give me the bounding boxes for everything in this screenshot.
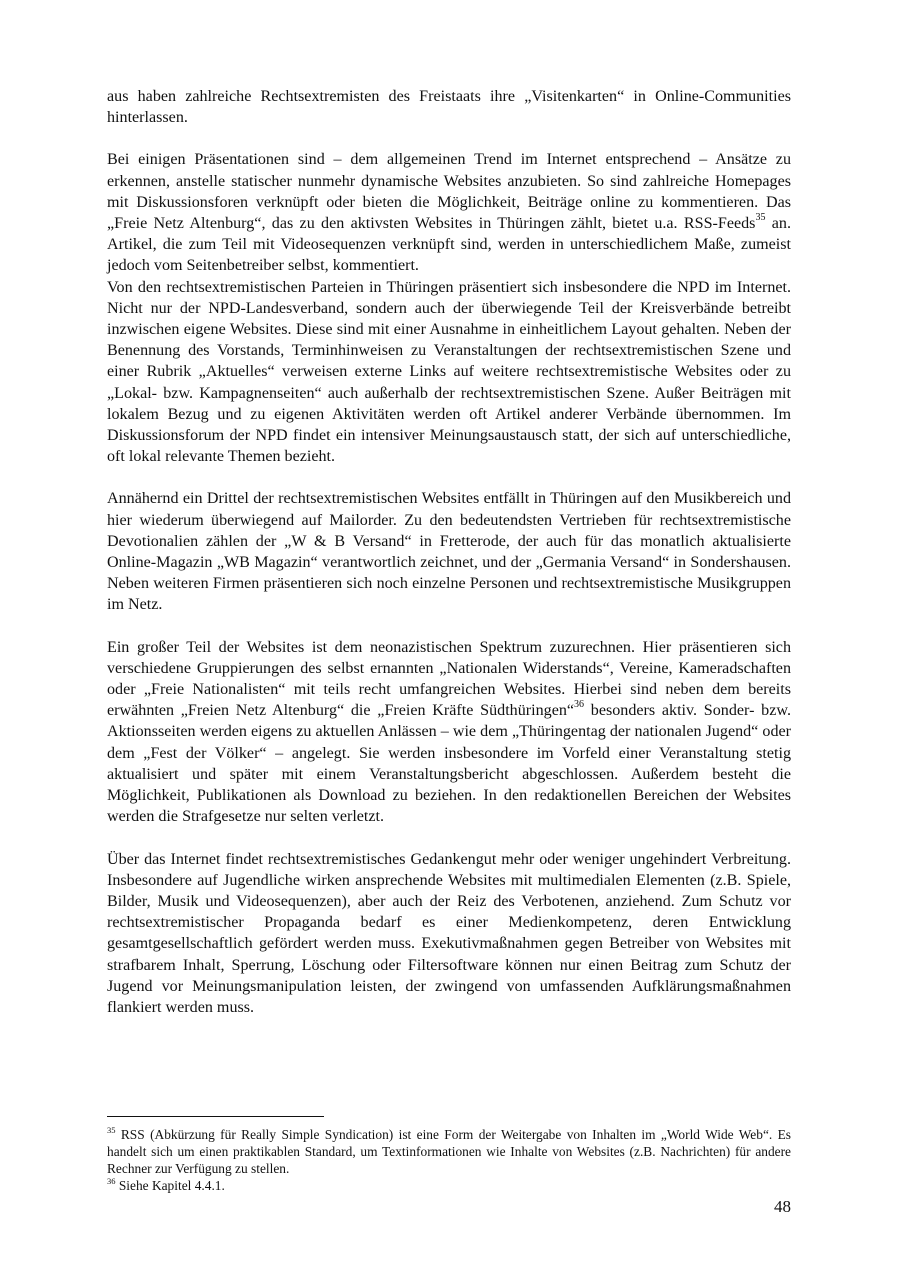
footnote-separator	[107, 1116, 324, 1117]
paragraph-intro-continuation: aus haben zahlreiche Rechtsextremisten des Freistaats ihre „Visitenkarten“ in Online-Communities hinterlassen.	[107, 88, 791, 127]
footnote-ref-36[interactable]: 36	[574, 698, 585, 710]
footnote-35: $^{35}$ RSS (Abkürzung für Really Simple Syndication) ist eine Form der Weitergabe von Inhalten im „World Wide Web“. Es handelt sich um einen praktikablen Standard, um Textinformationen wie Inhalte von Websites (z.B. Nachrichten) für andere Rechner zur Verfügung zu stellen.	[107, 1124, 791, 1176]
body-text	[107, 86, 791, 1039]
footnote-36: $^{36}$ Siehe Kapitel 4.4.1.	[107, 1175, 225, 1193]
page-number: 48	[774, 1197, 791, 1216]
paragraph-conclusion: Über das Internet findet rechtsextremistisches Gedankengut mehr oder weniger ungehindert Verbreitung. Insbesondere auf Jugendliche wirken ansprechende Websites mit multimedialen Elementen (z.B. Spiele, Bilder, Musik und Videosequenzen), aber auch der Reiz des Verbotenen, anziehend. Zum Schutz vor rechtsextremistischer Propaganda bedarf es einer Medienkompetenz, deren Entwicklung gesamtgesellschaftlich gefördert werden muss. Exekutivmaßnahmen gegen Betreiber von Websites mit strafbarem Inhalt, Sperrung, Löschung oder Filtersoftware können nur einen Beitrag zum Schutz der Jugend vor Meinungsmanipulation leisten, der zwingend von umfassenden Aufklärungsmaßnahmen flankiert werden muss.	[107, 850, 791, 1016]
paragraph-neonazi-spectrum: Ein großer Teil der Websites ist dem neonazistischen Spektrum zuzurechnen. Hier präsentieren sich verschiedene Gruppierungen des selbst ernannten „Nationalen Widerstands“, Vereine, Kameradschaften oder „Freie Nationalisten“ mit teils recht umfangreichen Websites. Hierbei sind neben dem bereits erwähnten „Freien Netz Altenburg“ die „Freien Kräfte Südthüringen“$^{36}$ besonders aktiv. Sonder- bzw. Aktionsseiten werden eigens zu aktuellen Anlässen – wie dem „Thüringentag der nationalen Jugend“ oder dem „Fest der Völker“ – angelegt. Sie werden insbesondere im Vorfeld einer Veranstaltung stetig aktualisiert und später mit einem Veranstaltungsbericht abgeschlossen. Außerdem besteht die Möglichkeit, Publikationen als Download zu beziehen. In den redaktionellen Bereichen der Websites werden die Strafgesetze nur selten verletzt.	[107, 638, 791, 826]
footnote-ref-35[interactable]: 35	[755, 211, 766, 223]
paragraph-npd-websites: Von den rechtsextremistischen Parteien in Thüringen präsentiert sich insbesondere die NPD im Internet. Nicht nur der NPD-Landesverband, sondern auch der überwiegende Teil der Kreisverbände betreibt inzwischen eigene Websites. Diese sind mit einer Ausnahme in einheitlichem Layout gehalten. Neben der Benennung des Vorstands, Terminhinweisen zu Veranstaltungen der rechtsextremistischen Szene und einer Rubrik „Aktuelles“ verweisen externe Links auf weitere rechtsextremistische Websites oder zu „Lokal- bzw. Kampagnenseiten“ auch außerhalb der rechtsextremistischen Szene. Außer Beiträgen mit lokalem Bezug und zu eigenen Aktivitäten werden oft Artikel anderer Verbände übernommen. Im Diskussionsforum der NPD findet ein intensiver Meinungsaustausch statt, der sich auf unterschiedliche, oft lokal relevante Themen bezieht.	[107, 278, 791, 466]
paragraph-dynamic-websites: Bei einigen Präsentationen sind – dem allgemeinen Trend im Internet entsprechend – Ansätze zu erkennen, anstelle statischer nunmehr dynamische Websites anzubieten. So sind zahlreiche Homepages mit Diskussionsforen verknüpft oder bieten die Möglichkeit, Beiträge online zu kommentieren. Das „Freie Netz Altenburg“, das zu den aktivsten Websites in Thüringen zählt, bietet u.a. RSS-Feeds$^{35}$ an. Artikel, die zum Teil mit Videosequenzen verknüpft sind, werden in unterschiedlichem Maße, zumeist jedoch vom Seitenbetreiber selbst, kommentiert.	[107, 151, 791, 275]
paragraph-music-mailorder: Annähernd ein Drittel der rechtsextremistischen Websites entfällt in Thüringen auf den Musikbereich und hier wiederum überwiegend auf Mailorder. Zu den bedeutendsten Vertrieben für rechtsextremistische Devotionalien zählen der „W & B Versand“ in Fretterode, der auch für das monatlich aktualisierte Online-Magazin „WB Magazin“ verantwortlich zeichnet, und der „Germania Versand“ in Sondershausen. Neben weiteren Firmen präsentieren sich noch einzelne Personen und rechtsextremistische Musikgruppen im Netz.	[107, 490, 791, 614]
footnotes	[107, 1126, 791, 1194]
